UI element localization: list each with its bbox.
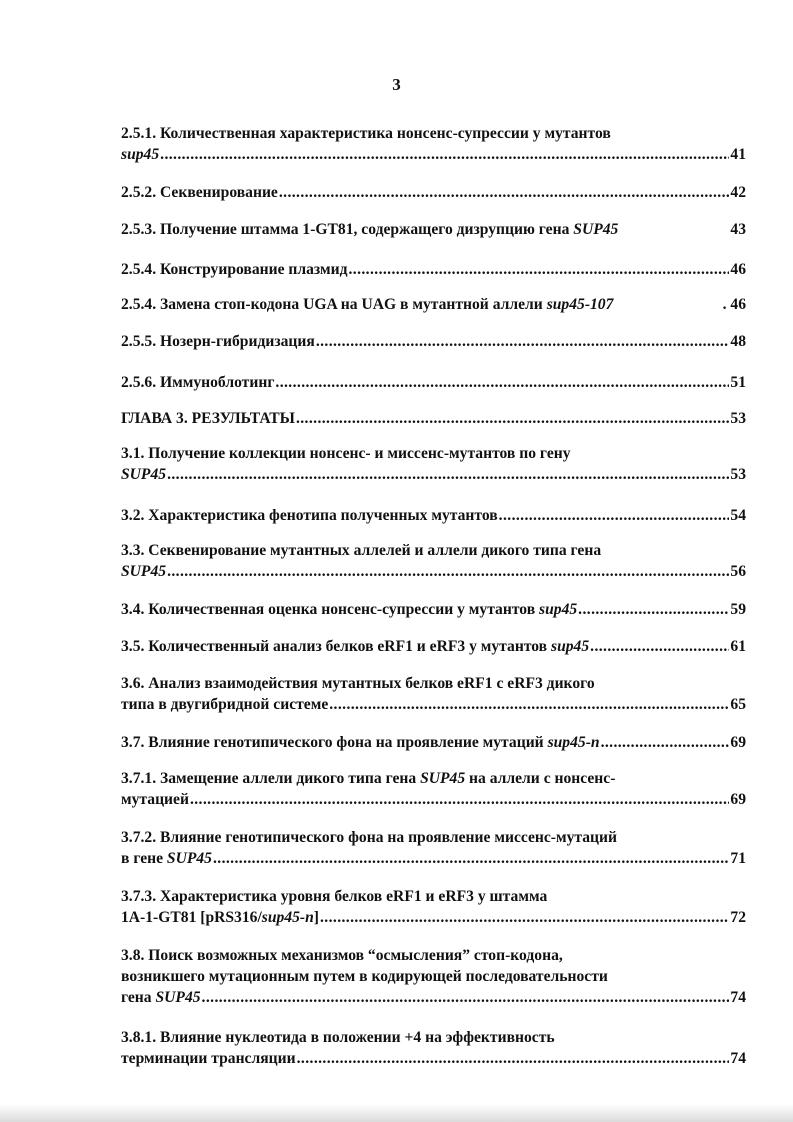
title-text: 3.4. Количественная оценка нонсенс-супрессии у мутантов	[121, 601, 540, 618]
toc-entry-title	[121, 1048, 296, 1069]
title-text: 3.7. Влияние генотипического фона на проявление мутаций	[121, 734, 548, 751]
toc-entry	[121, 443, 746, 485]
italic-term: sup45	[551, 638, 590, 655]
title-text: 3.3. Секвенирование мутантных аллелей и аллели дикого типа гена	[121, 542, 602, 559]
title-text: 3.7.2. Влияние генотипического фона на проявление миссенс-мутаций	[121, 829, 618, 846]
toc-entry	[121, 219, 746, 240]
title-text: терминации трансляции	[121, 1050, 296, 1067]
toc-entry-title	[121, 408, 295, 429]
toc-line	[121, 561, 746, 582]
toc-entry	[121, 599, 746, 620]
toc-line	[121, 1048, 746, 1069]
toc-entry	[121, 886, 746, 928]
toc-line	[121, 673, 746, 694]
toc-line	[121, 966, 746, 987]
toc-line	[121, 907, 746, 928]
toc-page-number: 72	[730, 909, 746, 926]
toc-page-number: 65	[730, 696, 746, 713]
title-text: 2.5.6. Иммуноблотинг	[121, 374, 275, 391]
toc-entry-title	[121, 732, 600, 753]
toc-entry	[121, 372, 746, 393]
toc-entry-title	[121, 599, 577, 620]
title-text: 3.8.1. Влияние нуклеотида в положении +4 на эффективность	[121, 1029, 555, 1046]
title-text: ГЛАВА 3. РЕЗУЛЬТАТЫ	[121, 410, 295, 427]
title-text: 3.5. Количественный анализ белков eRF1 и eRF3 у мутантов	[121, 638, 551, 655]
toc-entry-title	[121, 636, 589, 657]
dot-leader	[348, 259, 729, 280]
title-text: в гене	[121, 850, 167, 867]
title-text: 2.5.3. Получение штамма 1-GT81, содержащего дизрупцию гена	[121, 221, 574, 238]
toc-entry-title	[121, 259, 347, 280]
toc-entry-title	[121, 505, 498, 526]
toc-entry-title	[121, 694, 328, 715]
toc-line	[121, 1027, 746, 1048]
dot-leader	[190, 789, 729, 810]
dot-leader	[213, 848, 729, 869]
toc-entry-title	[121, 561, 166, 582]
title-text: 2.5.1. Количественная характеристика нонсенс-супрессии у мутантов	[121, 125, 611, 142]
title-text: ]	[313, 909, 319, 926]
toc-line	[121, 732, 746, 753]
toc-entry-title	[121, 144, 159, 165]
toc-line	[121, 331, 746, 352]
toc-line	[121, 636, 746, 657]
toc-entry	[121, 673, 746, 715]
toc-line	[121, 987, 746, 1008]
toc-line	[121, 408, 746, 429]
dot-leader	[329, 694, 729, 715]
toc-page-number: 54	[730, 507, 746, 524]
scan-edge-shadow	[0, 1104, 793, 1122]
toc-page-number: 48	[730, 333, 746, 350]
toc-line	[121, 294, 746, 315]
toc-entry-title	[121, 886, 547, 907]
italic-term: SUP45	[121, 563, 167, 580]
toc-entry-title	[121, 540, 601, 561]
italic-term: SUP45	[420, 770, 466, 787]
title-text: возникшего мутационным путем в кодирующей последовательности	[121, 968, 608, 985]
toc-entry-title	[121, 372, 274, 393]
toc-entry	[121, 294, 746, 315]
toc-line	[121, 540, 746, 561]
dot-leader	[590, 636, 729, 657]
toc-line	[121, 123, 746, 144]
title-text: 2.5.5. Нозерн-гибридизация	[121, 333, 315, 350]
italic-term: SUP45	[573, 221, 619, 238]
dot-leader	[316, 331, 730, 352]
toc-page-number: 53	[730, 410, 746, 427]
toc-entry-title	[121, 673, 595, 694]
title-text: типа в двугибридной системе	[121, 696, 329, 713]
toc-line	[121, 789, 746, 810]
dot-leader	[202, 987, 730, 1008]
toc-entry-title	[121, 182, 278, 203]
italic-term: sup45	[539, 601, 578, 618]
dot-leader	[296, 408, 729, 429]
toc-entry-title	[121, 827, 617, 848]
toc-page-number: 53	[730, 466, 746, 483]
title-text: 3.1. Получение коллекции нонсенс- и миссенс-мутантов по гену	[121, 445, 571, 462]
toc-line	[121, 182, 746, 203]
dot-leader	[279, 182, 730, 203]
toc-page-number: 74	[730, 989, 746, 1006]
toc-page-number: 43	[730, 221, 746, 238]
toc-line	[121, 848, 746, 869]
toc-line	[121, 219, 746, 240]
toc-entry	[121, 505, 746, 526]
dot-leader	[167, 464, 729, 485]
toc-entry-title	[121, 789, 189, 810]
toc-line	[121, 144, 746, 165]
italic-term: sup45-n	[261, 909, 314, 926]
dot-leader	[578, 599, 729, 620]
toc-entry	[121, 1027, 746, 1069]
toc-entry-title	[121, 945, 563, 966]
toc-entry-title	[121, 464, 166, 485]
toc-page-number: 42	[730, 184, 746, 201]
toc-line	[121, 443, 746, 464]
title-text: 1A-1-GT81 [pRS316/	[121, 909, 262, 926]
title-text: 3.2. Характеристика фенотипа полученных мутантов	[121, 507, 498, 524]
dot-leader	[297, 1048, 730, 1069]
toc-entry-title	[121, 987, 201, 1008]
toc-entry	[121, 182, 746, 203]
toc-entry-title	[121, 443, 571, 464]
toc-page-number: 56	[730, 563, 746, 580]
toc-entry	[121, 259, 746, 280]
toc-page-number: 59	[730, 601, 746, 618]
toc-entry-title	[121, 331, 315, 352]
toc-entry-title	[121, 219, 618, 240]
toc-entry	[121, 945, 746, 1008]
toc-entry-title	[121, 768, 615, 789]
toc-line	[121, 259, 746, 280]
title-text: гена	[121, 989, 156, 1006]
title-text: на аллели с нонсенс-	[465, 770, 616, 787]
dot-leader	[320, 907, 729, 928]
title-text: 3.7.3. Характеристика уровня белков eRF1 и eRF3 у штамма	[121, 888, 548, 905]
toc-entry	[121, 331, 746, 352]
toc-page-number: . 46	[722, 296, 746, 313]
italic-term: sup45	[121, 146, 160, 163]
toc-line	[121, 599, 746, 620]
toc-entry	[121, 408, 746, 429]
italic-term: sup45-107	[546, 296, 614, 313]
italic-term: sup45-n	[547, 734, 600, 751]
title-text: 2.5.4. Конструирование плазмид	[121, 261, 348, 278]
title-text: 3.7.1. Замещение аллели дикого типа гена	[121, 770, 421, 787]
page-number: 3	[392, 75, 401, 94]
toc-entry	[121, 123, 746, 165]
toc-page-number: 41	[730, 146, 746, 163]
italic-term: SUP45	[166, 850, 212, 867]
title-text: 2.5.2. Секвенирование	[121, 184, 278, 201]
dot-leader	[499, 505, 730, 526]
toc-line	[121, 768, 746, 789]
toc-line	[121, 372, 746, 393]
title-text: 3.8. Поиск возможных механизмов “осмысления” стоп-кодона,	[121, 947, 563, 964]
dot-leader	[167, 561, 729, 582]
toc-line	[121, 464, 746, 485]
title-text: 2.5.4. Замена стоп-кодона UGA на UAG в мутантной аллели	[121, 296, 547, 313]
toc-entry	[121, 540, 746, 582]
toc-line	[121, 505, 746, 526]
toc-line	[121, 945, 746, 966]
title-text: мутацией	[121, 791, 189, 808]
toc-page-number: 61	[730, 638, 746, 655]
toc-entry	[121, 827, 746, 869]
dot-leader	[601, 732, 730, 753]
toc-entry	[121, 636, 746, 657]
toc-entry-title	[121, 966, 608, 987]
toc-page-number: 46	[730, 261, 746, 278]
toc-entry-title	[121, 294, 613, 315]
dot-leader	[275, 372, 729, 393]
toc-entry-title	[121, 848, 212, 869]
toc-line	[121, 827, 746, 848]
italic-term: SUP45	[121, 466, 167, 483]
toc-entry-title	[121, 123, 611, 144]
toc-line	[121, 694, 746, 715]
toc-entry	[121, 768, 746, 810]
toc-line	[121, 886, 746, 907]
toc-page-number: 51	[730, 374, 746, 391]
toc-entry-title	[121, 1027, 555, 1048]
toc-page-number: 71	[730, 850, 746, 867]
dot-leader	[160, 144, 729, 165]
title-text: 3.6. Анализ взаимодействия мутантных белков eRF1 с eRF3 дикого	[121, 675, 595, 692]
toc-page-number: 74	[730, 1050, 746, 1067]
toc-entry	[121, 732, 746, 753]
toc-entry-title	[121, 907, 319, 928]
toc-page-number: 69	[730, 734, 746, 751]
toc-page-number: 69	[730, 791, 746, 808]
italic-term: SUP45	[155, 989, 201, 1006]
